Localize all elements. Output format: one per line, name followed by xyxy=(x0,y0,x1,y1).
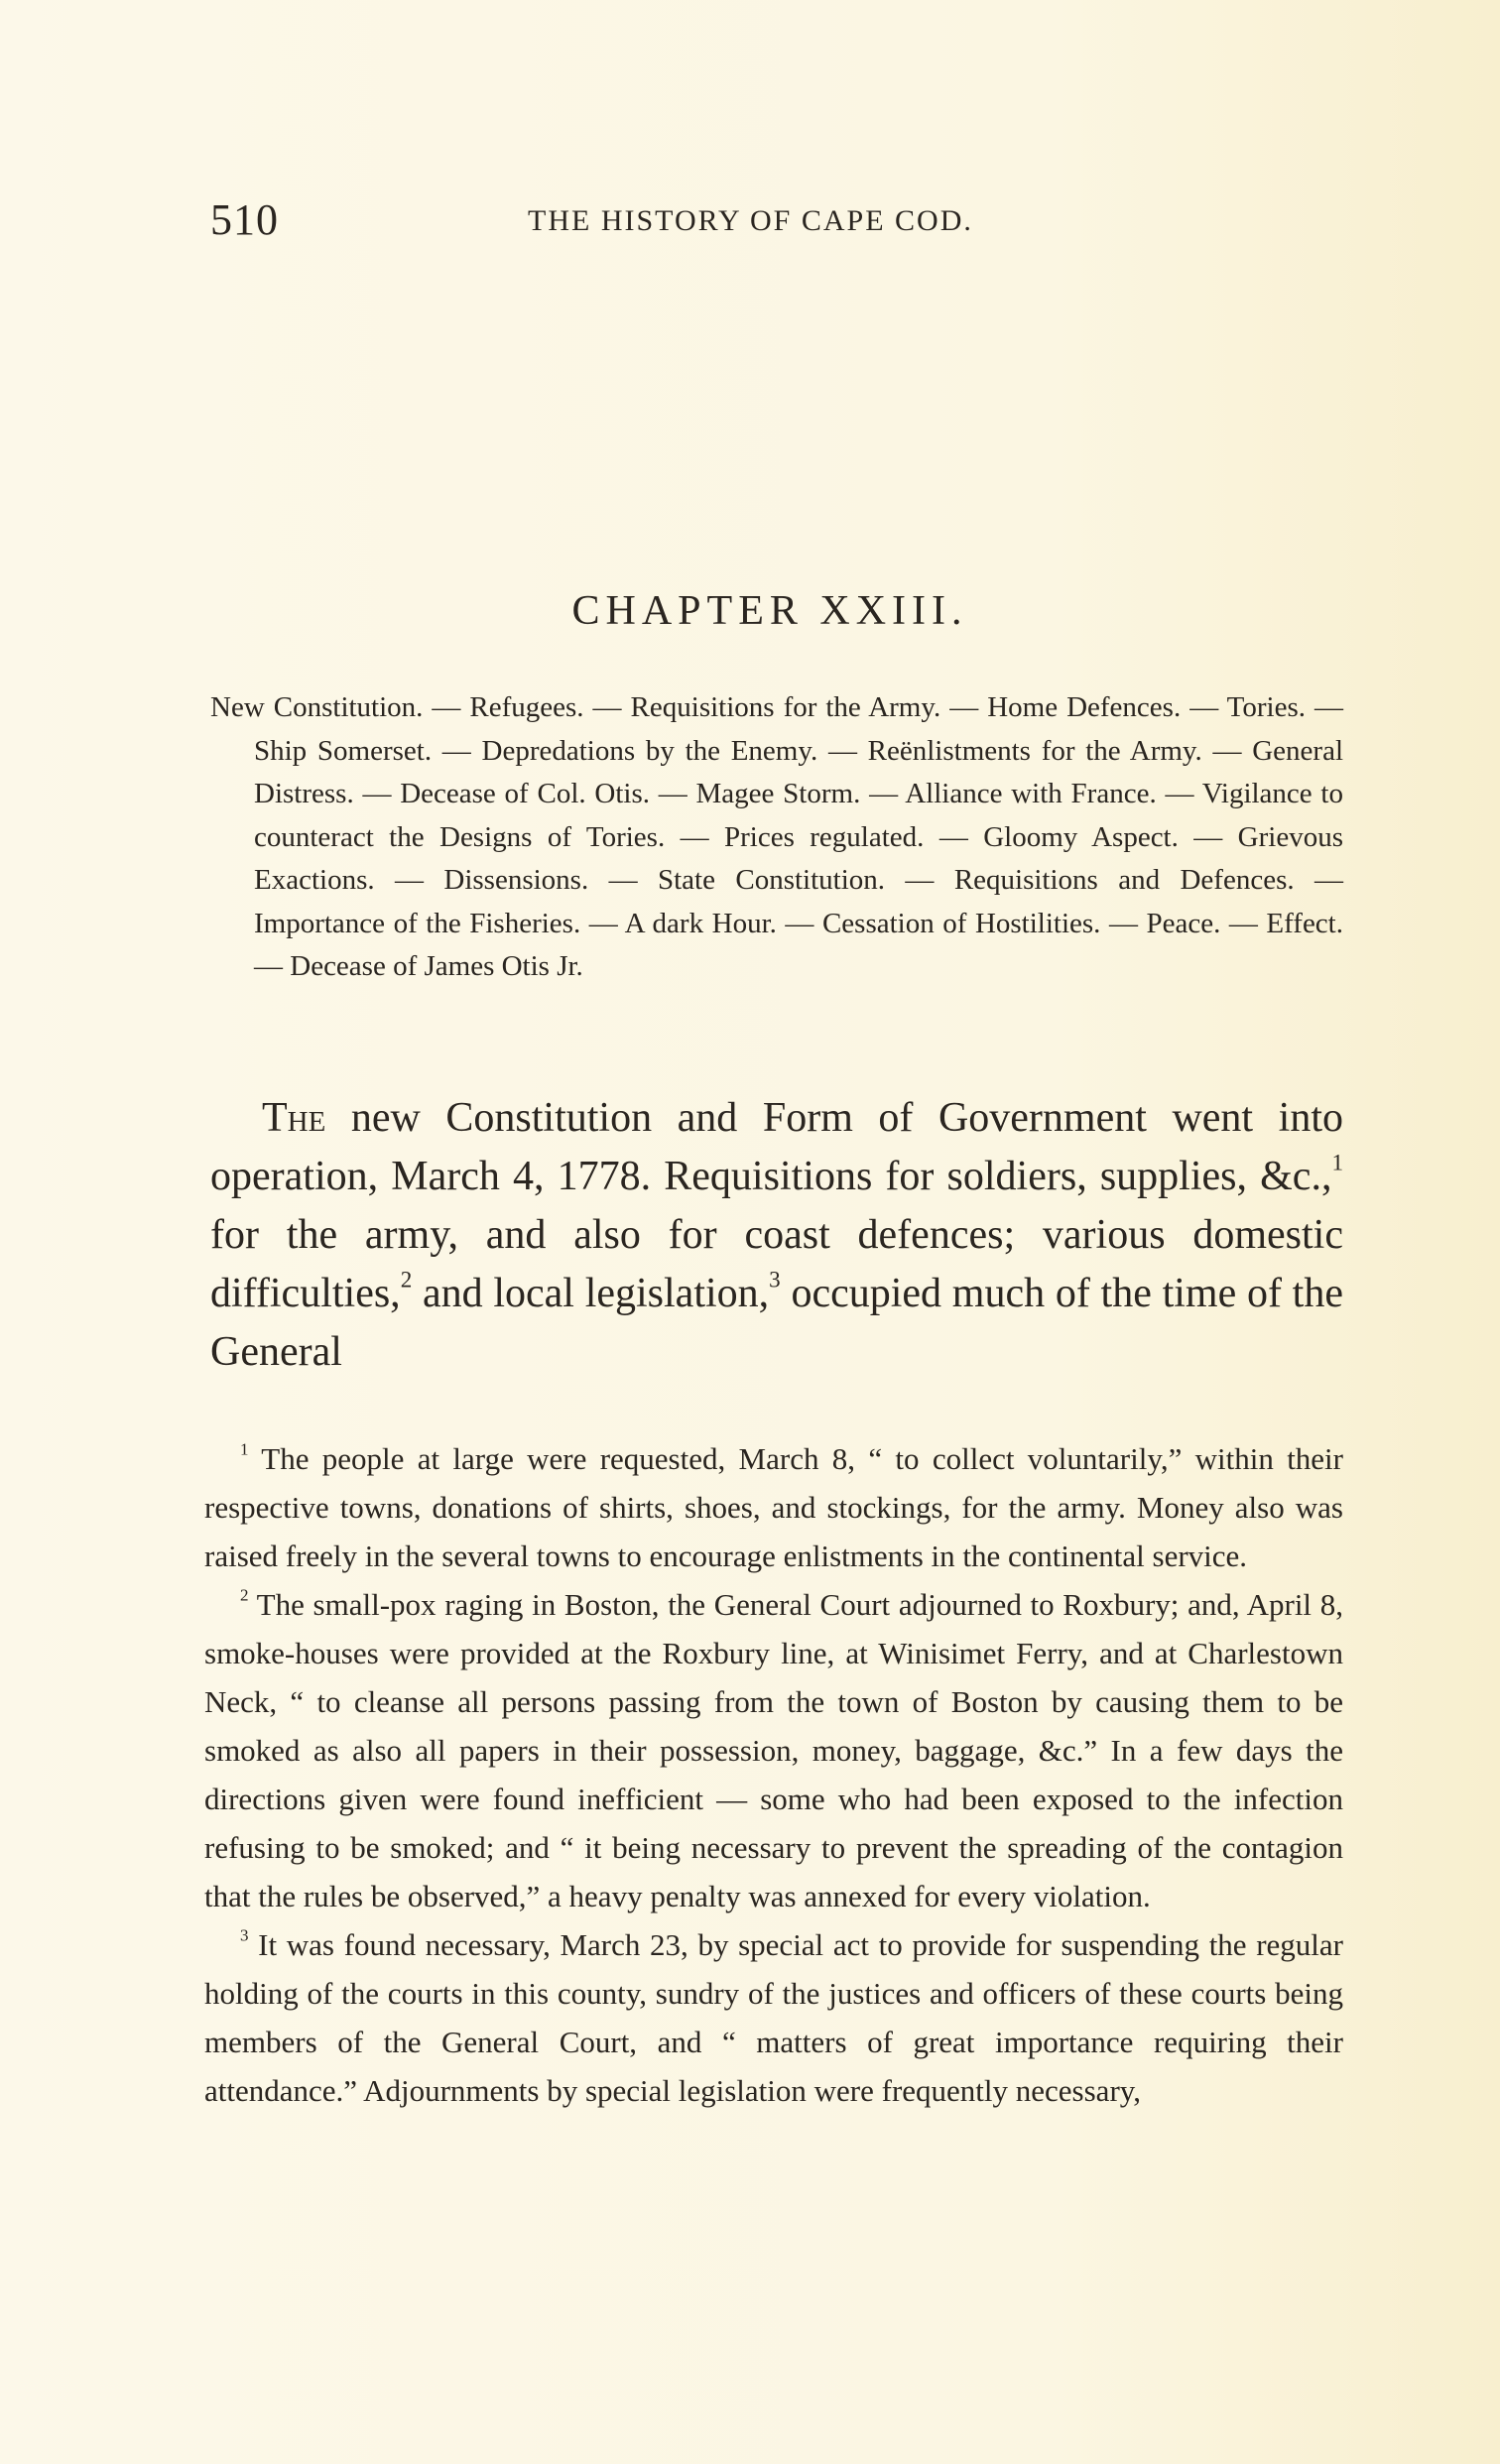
body-paragraph xyxy=(210,1089,1343,1382)
page-number: 510 xyxy=(210,195,279,244)
body-text-part-2: for the army, and also for coast defences; various domestic difficulties, xyxy=(210,1212,1343,1316)
footnote-1 xyxy=(204,1434,1343,1580)
chapter-title: CHAPTER XXIII. xyxy=(571,588,968,634)
footnotes xyxy=(204,1434,1343,2115)
footnote-3 xyxy=(204,1920,1343,2115)
running-head: THE HISTORY OF CAPE COD. xyxy=(528,204,973,237)
body-text-part-1: new Constitution and Form of Government went into operation, March 4, 1778. Requisitions for soldiers, supplies, &c., xyxy=(210,1095,1343,1199)
footnote-marker-2: 2 xyxy=(240,1585,249,1605)
footnote-ref-1: 1 xyxy=(1331,1149,1343,1175)
footnote-text-3: It was found necessary, March 23, by special act to provide for suspending the regular holding of the courts in this county, sundry of the justices and officers of these courts being members of the General Court, and “ matters of great importance requiring their attendance.” Adjournments by special legislation were frequently necessary, xyxy=(204,1927,1343,2108)
footnote-marker-1: 1 xyxy=(240,1439,249,1459)
chapter-summary: New Constitution. — Refugees. — Requisitions for the Army. — Home Defences. — Tories. — Ship Somerset. — Depredations by the Enemy. — Reënlistments for the Army. — General Distress. — Decease of Col. Otis. — Magee Storm. — Alliance with France. — Vigilance to counteract the Designs of Tories. — Prices regulated. — Gloomy Aspect. — Grievous Exactions. — Dissensions. — State Constitution. — Requisitions and Defences. — Importance of the Fisheries. — A dark Hour. — Cessation of Hostilities. — Peace. — Effect. — Decease of James Otis Jr. xyxy=(210,691,1343,982)
footnote-2 xyxy=(204,1580,1343,1920)
footnote-text-1: The people at large were requested, March 8, “ to collect voluntarily,” within their respective towns, donations of shirts, shoes, and stockings, for the army. Money also was raised freely in the several towns to encourage enlistments in the continental service. xyxy=(204,1441,1343,1573)
body-text-part-3: and local legislation, xyxy=(412,1271,770,1316)
footnote-marker-3: 3 xyxy=(240,1925,249,1945)
footnote-ref-2: 2 xyxy=(400,1266,413,1293)
body-text-part-4: occupied much of the time of the General xyxy=(210,1271,1343,1375)
footnote-ref-3: 3 xyxy=(769,1266,781,1293)
footnote-text-2: The small-pox raging in Boston, the General Court adjourned to Roxbury; and, April 8, smoke-houses were provided at the Roxbury line, at Winisimet Ferry, and at Charlestown Neck, “ to cleanse all persons passing from the town of Boston by causing them to be smoked as also all papers in their possession, money, baggage, &c.” In a few days the directions given were found inefficient — some who had been exposed to the infection refusing to be smoked; and “ it being necessary to prevent the spreading of the contagion that the rules be observed,” a heavy penalty was annexed for every violation. xyxy=(204,1587,1343,1913)
page-header xyxy=(210,194,1341,254)
body-lead-word: The xyxy=(262,1095,326,1141)
